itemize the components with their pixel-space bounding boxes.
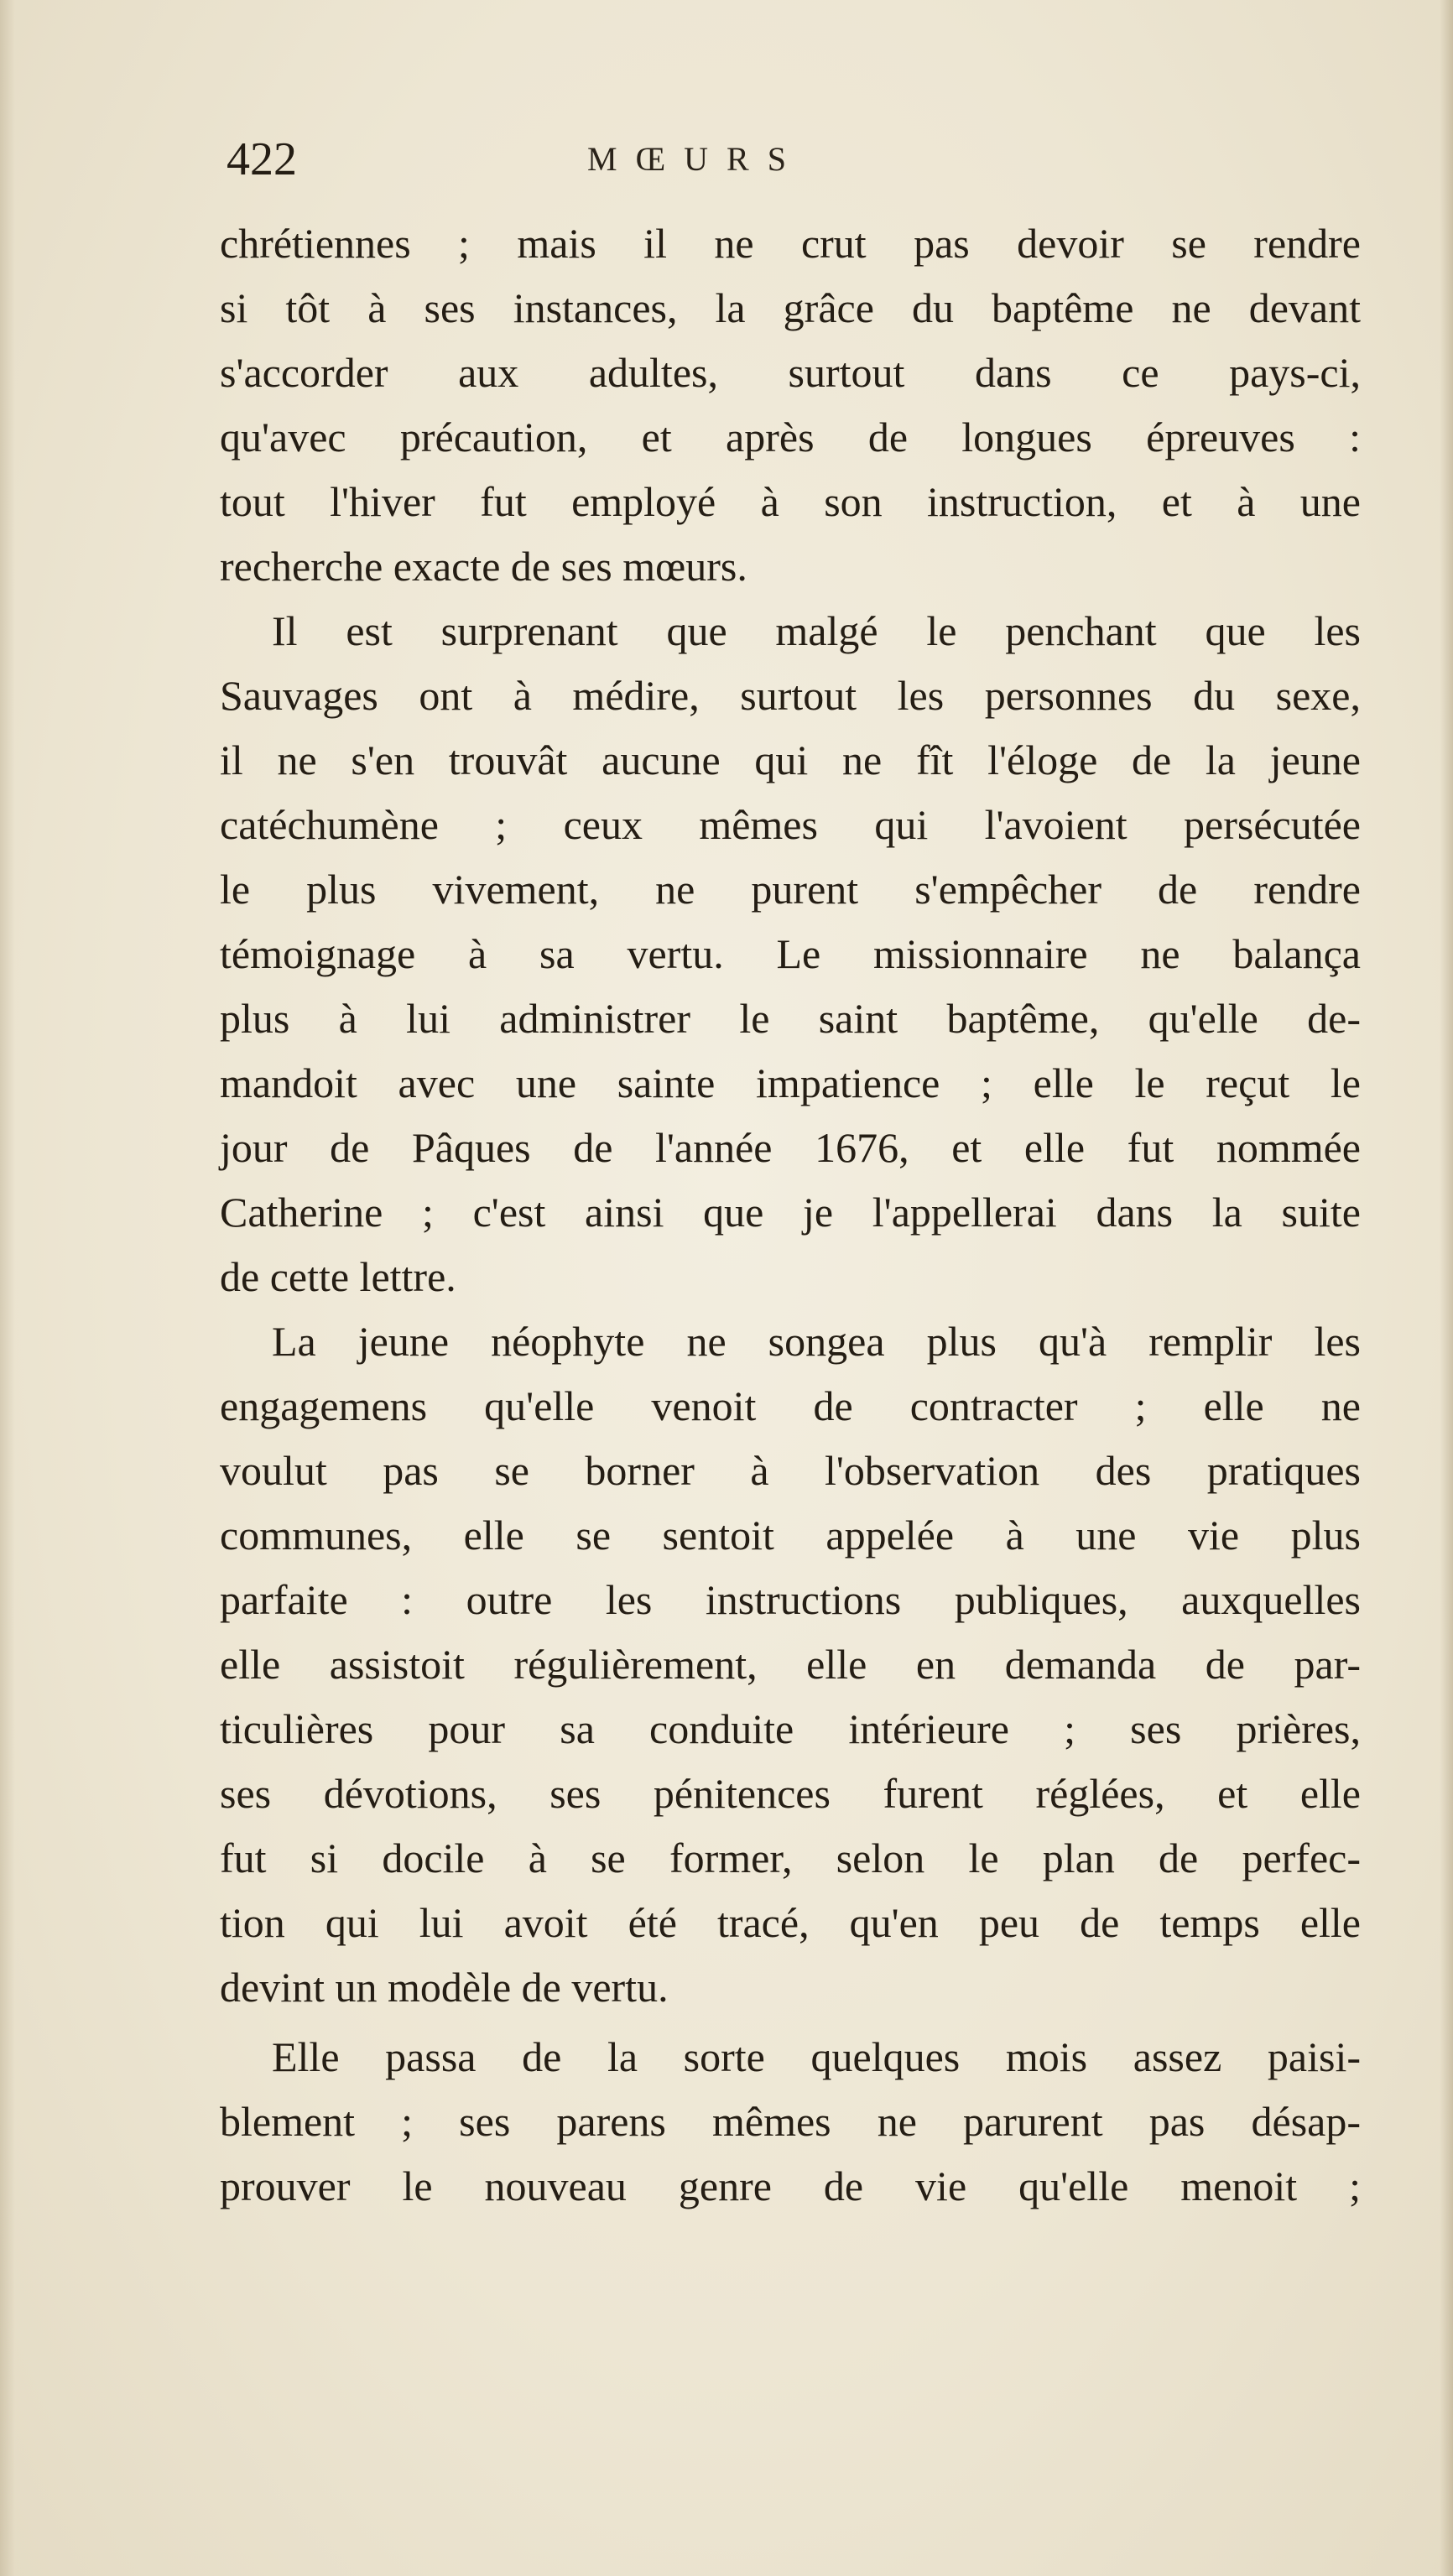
text-line: Catherine ; c'est ainsi que je l'appellerai dans la suite [220, 1189, 1361, 1236]
text-line: mandoit avec une sainte impatience ; elle le reçut le [220, 1059, 1361, 1106]
body-text [220, 211, 1361, 2219]
text-line: voulut pas se borner à l'observation des pratiques [220, 1447, 1361, 1494]
text-line: La jeune néophyte ne songea plus qu'à remplir les [272, 1318, 1361, 1365]
text-line: tout l'hiver fut employé à son instruction, et à une [220, 478, 1361, 525]
text-line: blement ; ses parens mêmes ne parurent pas désap- [220, 2098, 1361, 2145]
text-line: le plus vivement, ne purent s'empêcher de rendre [220, 866, 1361, 913]
text-line: catéchumène ; ceux mêmes qui l'avoient persécutée [220, 801, 1361, 848]
text-line: il ne s'en trouvât aucune qui ne fît l'éloge de la jeune [220, 736, 1361, 783]
text-line: devint un modèle de vertu. [220, 1964, 669, 2011]
page-number: 422 [227, 133, 297, 185]
text-line: tion qui lui avoit été tracé, qu'en peu de temps elle [220, 1899, 1361, 1946]
page-left-edge-shadow [0, 0, 15, 2576]
text-line: Elle passa de la sorte quelques mois assez paisi- [272, 2033, 1361, 2080]
page-right-edge-shadow [1440, 0, 1453, 2576]
text-line: Il est surprenant que malgé le penchant que les [272, 607, 1361, 654]
text-line: Sauvages ont à médire, surtout les personnes du sexe, [220, 672, 1361, 719]
text-line: engagemens qu'elle venoit de contracter ; elle ne [220, 1382, 1361, 1429]
text-line: elle assistoit régulièrement, elle en demanda de par- [220, 1641, 1361, 1688]
text-line: ses dévotions, ses pénitences furent réglées, et elle [220, 1770, 1361, 1817]
text-line: s'accorder aux adultes, surtout dans ce pays-ci, [220, 349, 1361, 396]
text-line: si tôt à ses instances, la grâce du baptême ne devant [220, 284, 1361, 331]
text-line: jour de Pâques de l'année 1676, et elle fut nommée [220, 1124, 1361, 1171]
text-line: de cette lettre. [220, 1253, 456, 1300]
text-line: recherche exacte de ses mœurs. [220, 543, 747, 590]
text-line: qu'avec précaution, et après de longues épreuves : [220, 414, 1361, 461]
text-line: prouver le nouveau genre de vie qu'elle menoit ; [220, 2162, 1361, 2209]
page-header [227, 126, 1367, 193]
text-line: fut si docile à se former, selon le plan de perfec- [220, 1834, 1361, 1881]
text-line: ticulières pour sa conduite intérieure ; ses prières, [220, 1705, 1361, 1752]
text-line: chrétiennes ; mais il ne crut pas devoir se rendre [220, 220, 1361, 267]
running-head: MŒURS [587, 140, 805, 178]
text-line: parfaite : outre les instructions publiques, auxquelles [220, 1576, 1361, 1623]
text-line: témoignage à sa vertu. Le missionnaire ne balança [220, 930, 1361, 977]
text-line: plus à lui administrer le saint baptême, qu'elle de- [220, 995, 1361, 1042]
text-line: communes, elle se sentoit appelée à une vie plus [220, 1512, 1361, 1559]
